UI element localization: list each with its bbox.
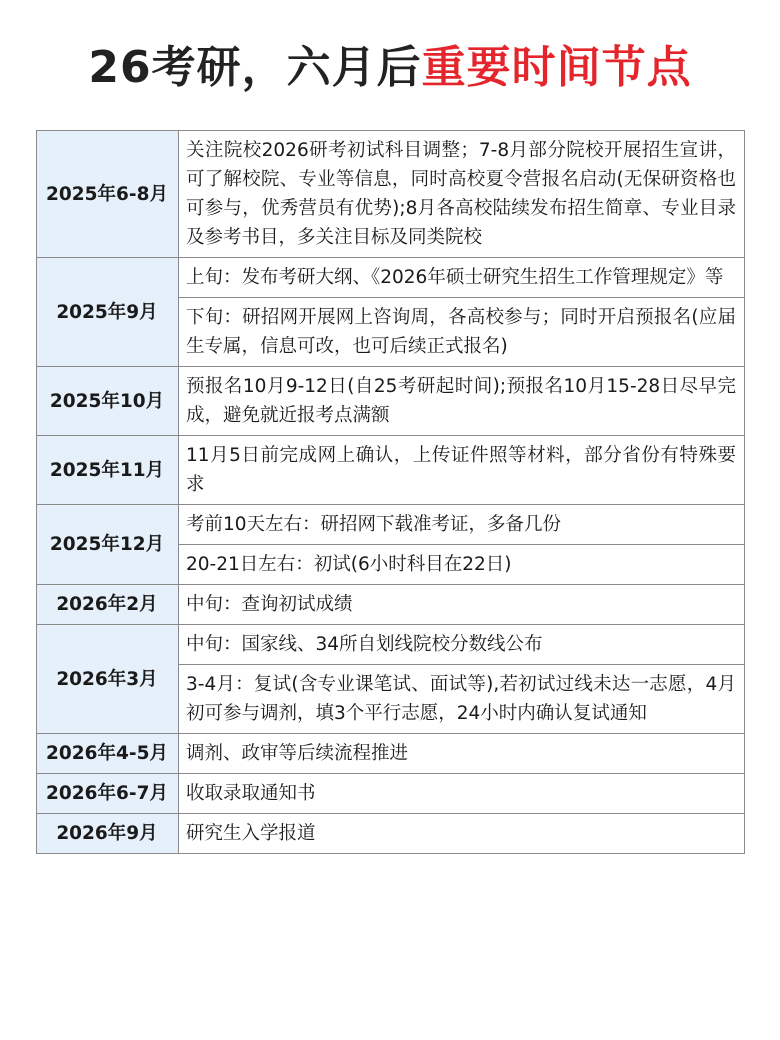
timeline-row: [37, 367, 745, 436]
timeline-description: 20-21日左右：初试(6小时科目在22日): [179, 545, 745, 585]
timeline-row: [37, 436, 745, 505]
timeline-date: 2026年9月: [37, 814, 179, 854]
page-title: [0, 38, 780, 98]
timeline-date: 2026年6-7月: [37, 774, 179, 814]
timeline-date: 2026年4-5月: [37, 734, 179, 774]
timeline-date: 2026年2月: [37, 585, 179, 625]
timeline-row: [37, 131, 745, 258]
timeline-row: [37, 585, 745, 625]
timeline-description: 考前10天左右：研招网下载准考证，多备几份: [179, 505, 745, 545]
timeline-row: [37, 625, 745, 665]
title-black-part: 26考研，六月后: [88, 42, 422, 93]
timeline-description: 11月5日前完成网上确认，上传证件照等材料，部分省份有特殊要求: [179, 436, 745, 505]
timeline-row: [37, 774, 745, 814]
timeline-description: 收取录取通知书: [179, 774, 745, 814]
timeline-date: 2025年6-8月: [37, 131, 179, 258]
timeline-body: [37, 131, 745, 854]
timeline-description: 研究生入学报道: [179, 814, 745, 854]
timeline-row: [37, 814, 745, 854]
timeline-description: 调剂、政审等后续流程推进: [179, 734, 745, 774]
timeline-date: 2025年10月: [37, 367, 179, 436]
timeline-row: [37, 258, 745, 298]
timeline-description: 上旬：发布考研大纲、《2026年硕士研究生招生工作管理规定》等: [179, 258, 745, 298]
timeline-table: [36, 130, 745, 854]
title-red-part: 重要时间节点: [421, 42, 692, 93]
timeline-description: 关注院校2026研考初试科目调整；7-8月部分院校开展招生宣讲，可了解校院、专业等信息，同时高校夏令营报名启动(无保研资格也可参与，优秀营员有优势);8月各高校陆续发布招生简章、专业目录及参考书目，多关注目标及同类院校: [179, 131, 745, 258]
timeline-description: 3-4月：复试(含专业课笔试、面试等),若初试过线未达一志愿，4月初可参与调剂，填3个平行志愿，24小时内确认复试通知: [179, 665, 745, 734]
timeline-date: 2025年9月: [37, 258, 179, 367]
timeline-date: 2025年12月: [37, 505, 179, 585]
timeline-date: 2025年11月: [37, 436, 179, 505]
timeline-description: 中旬：国家线、34所自划线院校分数线公布: [179, 625, 745, 665]
timeline-row: [37, 505, 745, 545]
timeline-description: 下旬：研招网开展网上咨询周，各高校参与；同时开启预报名(应届生专属，信息可改，也可后续正式报名): [179, 298, 745, 367]
timeline-description: 预报名10月9-12日(自25考研起时间);预报名10月15-28日尽早完成，避免就近报考点满额: [179, 367, 745, 436]
timeline-row: [37, 734, 745, 774]
timeline-date: 2026年3月: [37, 625, 179, 734]
timeline-description: 中旬：查询初试成绩: [179, 585, 745, 625]
